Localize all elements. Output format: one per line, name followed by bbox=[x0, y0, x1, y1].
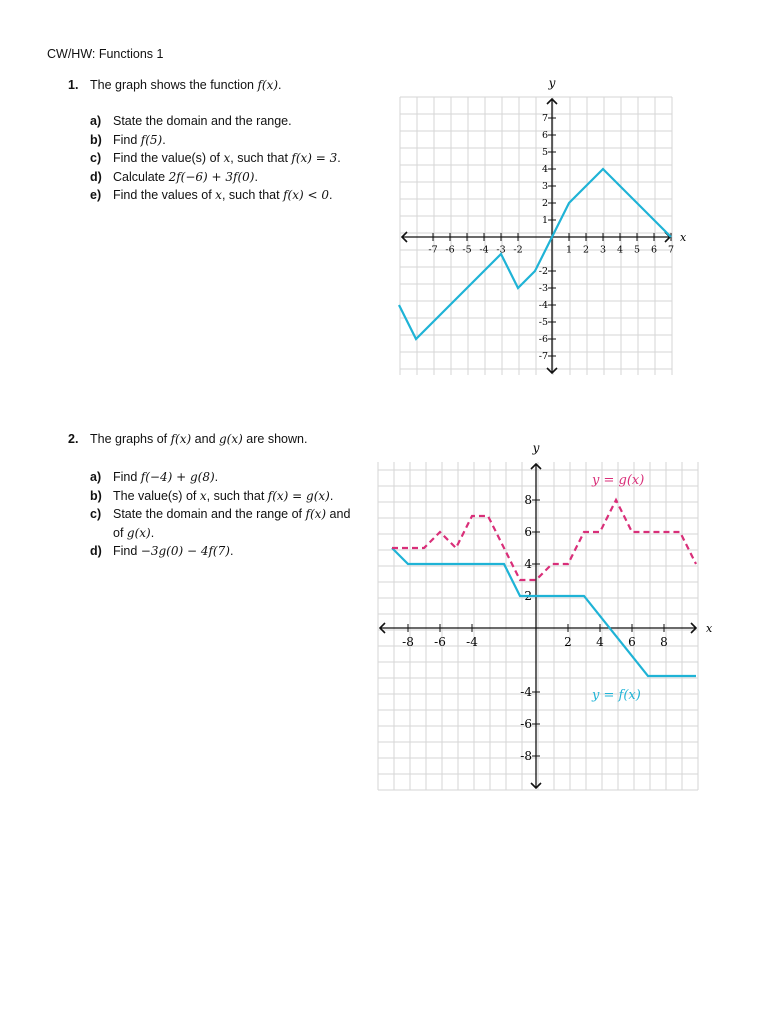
question-part: a) State the domain and the range. bbox=[90, 114, 292, 128]
x-tick-label: -4 bbox=[466, 635, 478, 649]
x-tick-label: 2 bbox=[564, 635, 572, 649]
question-2-parts bbox=[90, 468, 350, 561]
y-tick-label: -5 bbox=[538, 317, 548, 329]
series-line bbox=[399, 169, 671, 339]
x-tick-label: -6 bbox=[434, 635, 446, 649]
x-tick-label: 8 bbox=[660, 635, 668, 649]
x-tick-label: 5 bbox=[633, 244, 641, 256]
y-tick-label: 2 bbox=[524, 589, 532, 603]
x-tick-label: 4 bbox=[616, 244, 624, 256]
y-tick-label: 6 bbox=[524, 525, 532, 539]
y-tick-label: 1 bbox=[541, 215, 548, 227]
y-tick-label: -6 bbox=[538, 334, 548, 346]
x-tick-label: 7 bbox=[667, 244, 675, 256]
y-tick-label: 8 bbox=[524, 493, 532, 507]
graph-f-and-g bbox=[370, 430, 730, 800]
f-series-label: y = f(x) bbox=[592, 688, 641, 703]
x-axis-label: x bbox=[706, 622, 713, 635]
y-tick-label: -4 bbox=[520, 685, 532, 699]
x-tick-label: 3 bbox=[599, 244, 607, 256]
y-tick-label: -4 bbox=[538, 300, 548, 312]
y-tick-label: -8 bbox=[520, 749, 532, 763]
x-tick-label: 6 bbox=[650, 244, 658, 256]
question-part: c) State the domain and the range of f(x) and bbox=[90, 507, 351, 522]
question-part: a) Find f(−4) + g(8). bbox=[90, 470, 219, 484]
x-tick-label: -6 bbox=[445, 244, 455, 256]
y-tick-label: 2 bbox=[541, 198, 548, 210]
x-tick-label: -2 bbox=[513, 244, 523, 256]
y-tick-label: 5 bbox=[541, 147, 548, 159]
question-part: b) The value(s) of x, such that f(x) = g(x). bbox=[90, 488, 334, 503]
x-tick-label: -4 bbox=[479, 244, 489, 256]
question-1-prompt: 1. The graph shows the function f(x). bbox=[68, 78, 282, 92]
x-axis-label: x bbox=[680, 231, 687, 244]
x-tick-label: 4 bbox=[596, 635, 604, 649]
x-tick-label: -3 bbox=[496, 244, 506, 256]
question-part: b) Find f(5). bbox=[90, 132, 166, 147]
g-series-label: y = g(x) bbox=[592, 473, 645, 488]
grid bbox=[400, 97, 675, 375]
y-tick-label: 6 bbox=[541, 130, 548, 142]
graph-f-of-x bbox=[380, 70, 700, 390]
y-tick-label: 4 bbox=[524, 557, 532, 571]
x-tick-label: 6 bbox=[628, 635, 636, 649]
y-tick-label: 4 bbox=[541, 164, 548, 176]
y-axis-label: y bbox=[532, 441, 540, 455]
question-number: 1. bbox=[68, 78, 79, 92]
y-axis-label: y bbox=[548, 76, 556, 90]
question-part: d) Calculate 2f(−6) + 3f(0). bbox=[90, 169, 258, 184]
question-part: c) Find the value(s) of x, such that f(x) = 3. bbox=[90, 151, 341, 166]
y-tick-label: -3 bbox=[538, 283, 548, 295]
question-1-parts bbox=[90, 112, 341, 205]
x-tick-label: 2 bbox=[582, 244, 590, 256]
y-tick-label: -2 bbox=[538, 266, 548, 278]
x-tick-label: 1 bbox=[565, 244, 573, 256]
x-tick-label: -5 bbox=[462, 244, 472, 256]
question-2-prompt: 2. The graphs of f(x) and g(x) are shown. bbox=[68, 432, 308, 446]
y-tick-label: 7 bbox=[541, 113, 548, 125]
question-part: of g(x). bbox=[113, 525, 155, 540]
x-tick-label: -7 bbox=[428, 244, 438, 256]
y-tick-label: -6 bbox=[520, 717, 532, 731]
y-tick-label: 3 bbox=[541, 181, 548, 193]
question-part: d) Find −3g(0) − 4f(7). bbox=[90, 544, 234, 559]
y-tick-label: -7 bbox=[538, 351, 548, 363]
question-number: 2. bbox=[68, 432, 79, 446]
question-part: e) Find the values of x, such that f(x) < 0. bbox=[90, 188, 333, 203]
x-tick-label: -8 bbox=[402, 635, 414, 649]
grid bbox=[378, 462, 698, 790]
page-title: CW/HW: Functions 1 bbox=[47, 47, 164, 61]
